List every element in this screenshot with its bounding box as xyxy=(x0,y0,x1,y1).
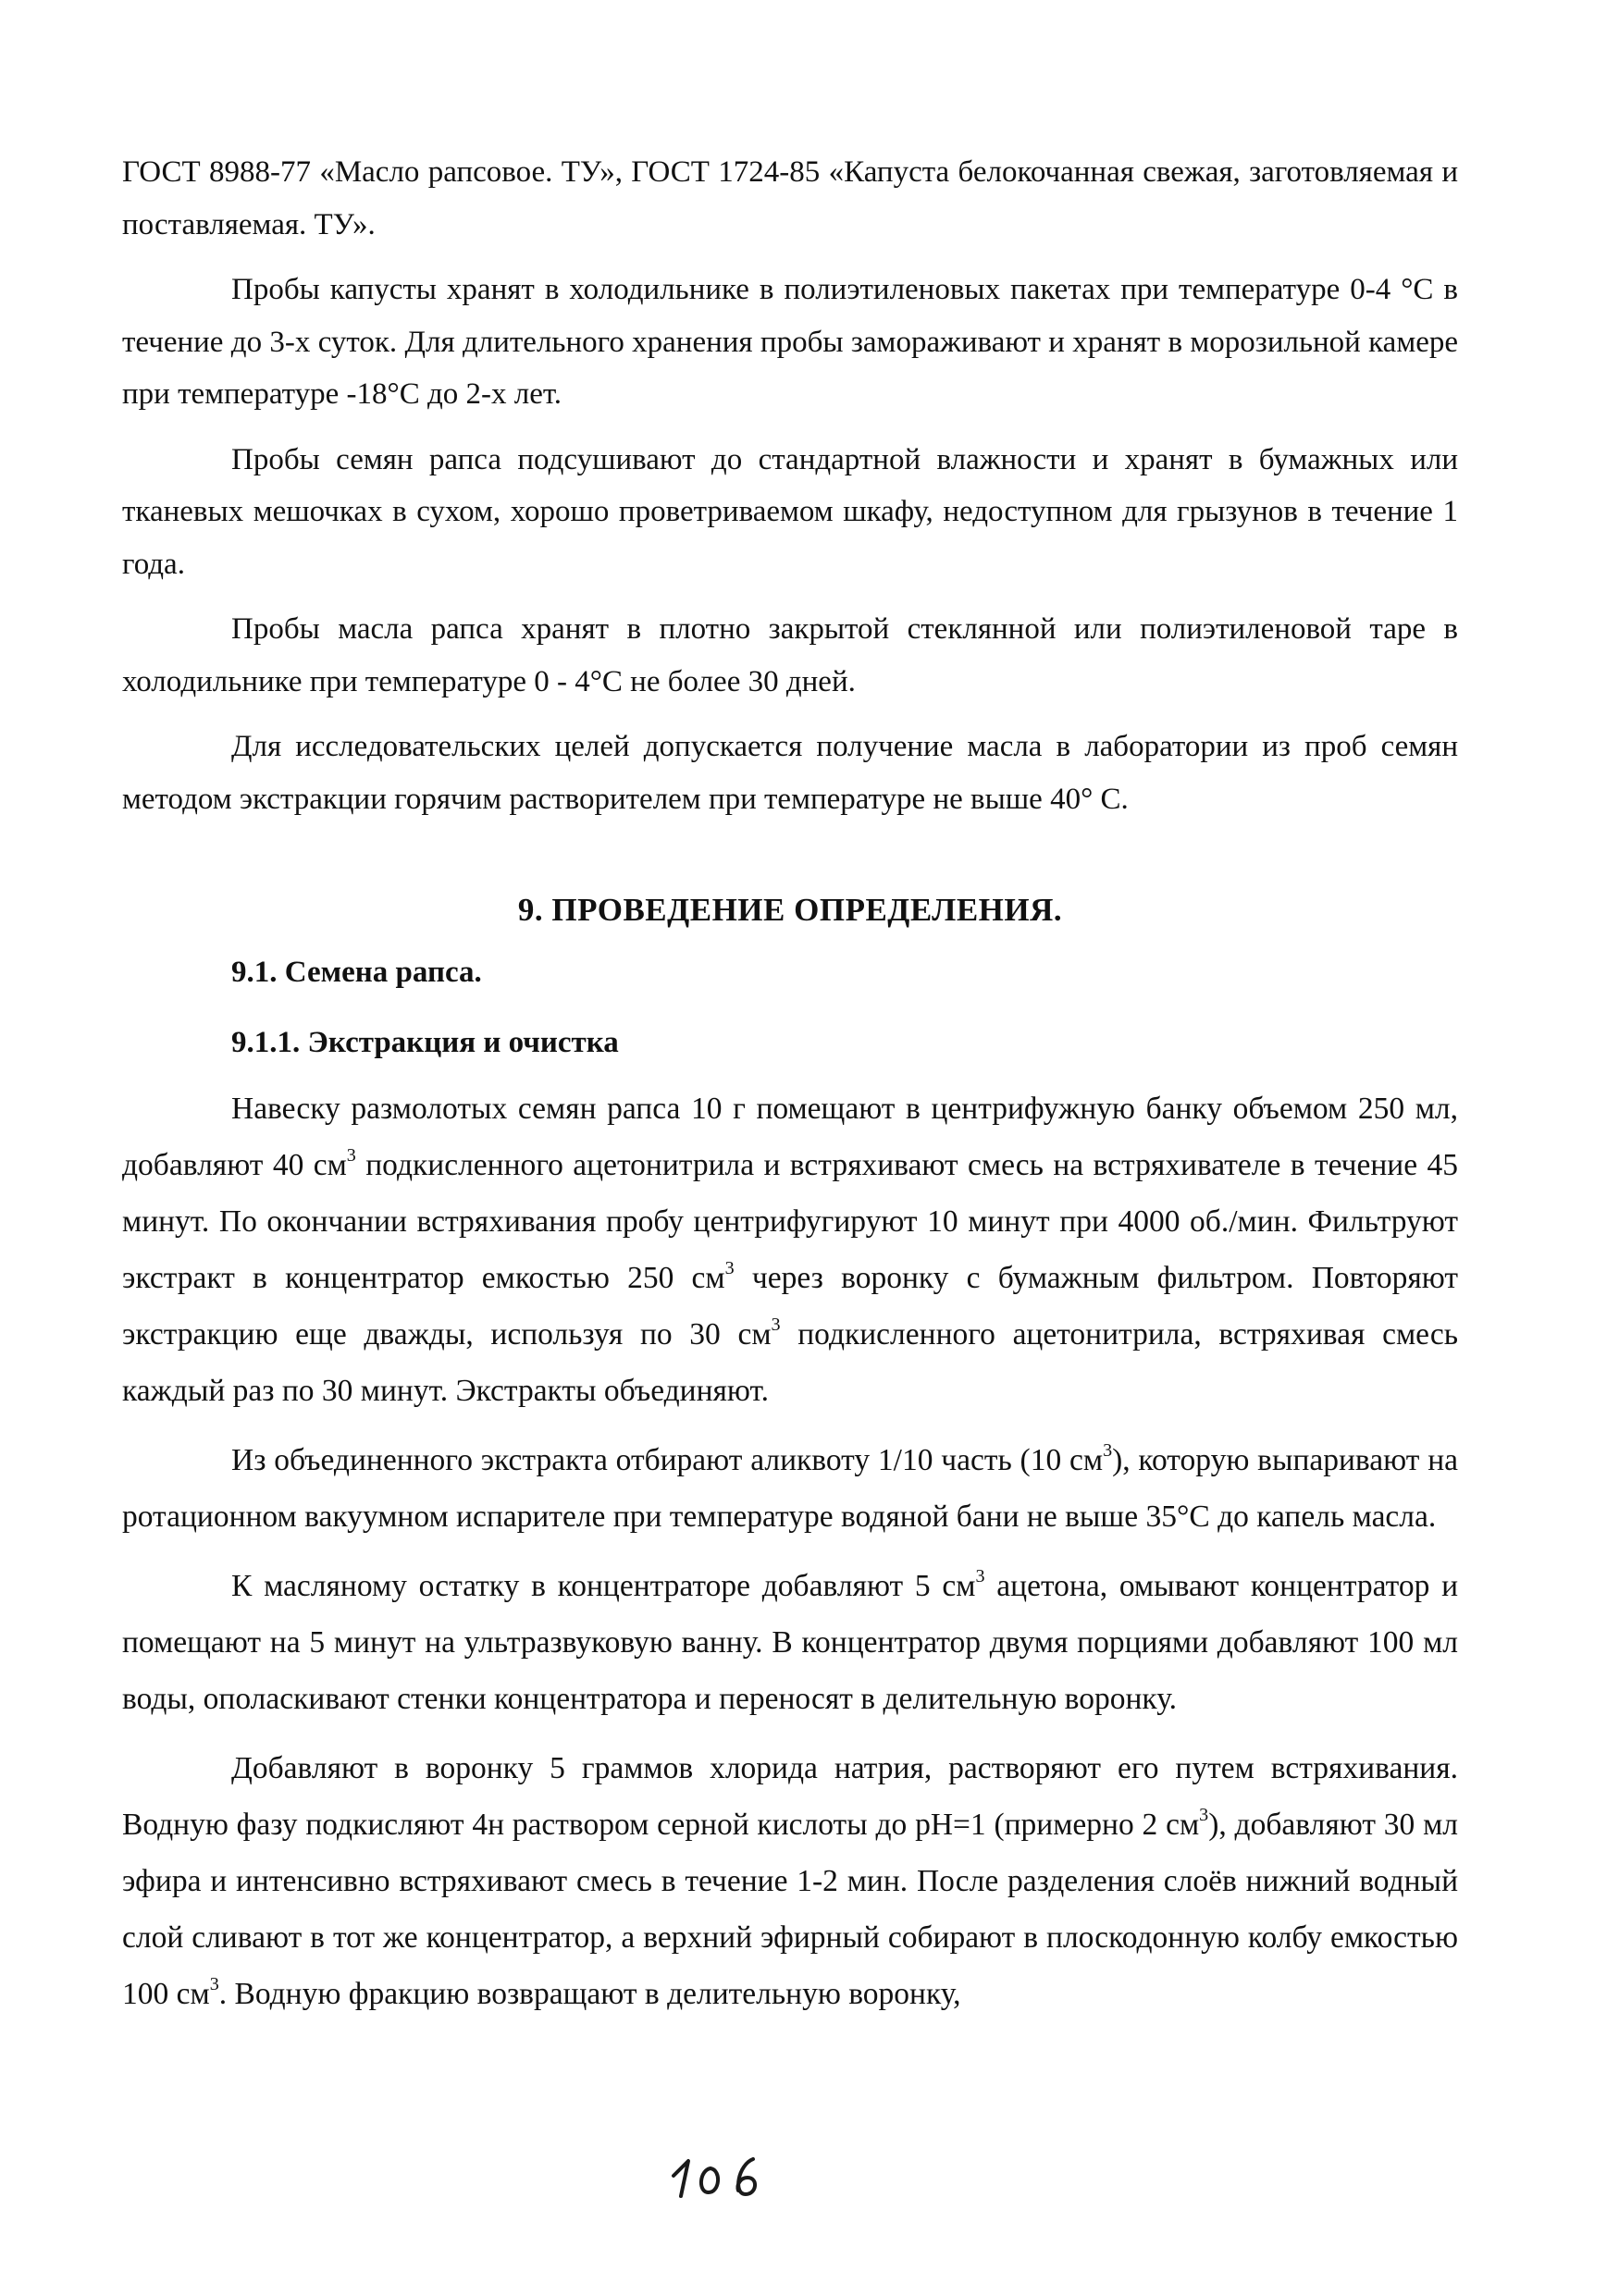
superscript: 3 xyxy=(1199,1804,1209,1825)
oil-storage-paragraph: Пробы масла рапса хранят в плотно закрытой стеклянной или полиэтиленовой таре в холодильнике при температуре 0 - 4°С не более 30 дней. xyxy=(122,612,1458,698)
subsubsection-heading: 9.1.1. Экстракция и очистка xyxy=(231,1026,619,1059)
separation-paragraph: Добавляют в воронку 5 граммов хлорида натрия, растворяют его путем встряхивания. Водную фазу подкисляют 4н раствором серной кислоты до рН=1 (примерно 2 $см^3$), добавляют 30 мл эфира и интенсивно встряхивают смесь в течение 1-2 мин. После разделения слоёв нижний водный слой сливают в тот же концентратор, а верхний эфирный собирают в плоскодонную колбу емкостью 100 $см^3$. Водную фракцию возвращают в делительную воронку, xyxy=(122,1750,1458,2011)
superscript: 3 xyxy=(975,1565,985,1586)
superscript: 3 xyxy=(771,1314,781,1335)
procedure-text xyxy=(122,1080,1458,2022)
section-heading: 9. ПРОВЕДЕНИЕ ОПРЕДЕЛЕНИЯ. xyxy=(517,892,1063,928)
subsection-heading: 9.1. Семена рапса. xyxy=(231,955,482,989)
rapeseed-storage-paragraph: Пробы семян рапса подсушивают до стандартной влажности и хранят в бумажных или тканевых мешочках в сухом, хорошо проветриваемом шкафу, недоступном для грызунов в течение 1 года. xyxy=(122,442,1458,581)
handwritten-page-number xyxy=(668,2148,779,2203)
superscript: 3 xyxy=(724,1257,735,1278)
superscript: 3 xyxy=(1103,1439,1113,1461)
research-extraction-paragraph: Для исследовательских целей допускается получение масла в лаборатории из проб семян методом экстракции горячим растворителем при температуре не выше 40° С. xyxy=(122,730,1458,816)
superscript: 3 xyxy=(346,1144,356,1166)
standards-reference-paragraph: ГОСТ 8988-77 «Масло рапсовое. ТУ», ГОСТ 1724-85 «Капуста белокочанная свежая, заготовляемая и поставляемая. ТУ». xyxy=(122,155,1458,241)
cabbage-storage-paragraph: Пробы капусты хранят в холодильнике в полиэтиленовых пакетах при температуре 0-4 °С в течение до 3-х суток. Для длительного хранения пробы замораживают и хранят в морозильной камере при температуре -18°С до 2-х лет. xyxy=(122,273,1458,411)
oil-residue-paragraph: К масляному остатку в концентраторе добавляют 5 $см^3$ ацетона, омывают концентратор и помещают на 5 минут на ультразвуковую ванну. В концентратор двумя порциями добавляют 100 мл воды, ополаскивают стенки концентратора и переносят в делительную воронку. xyxy=(122,1565,1459,1716)
superscript: 3 xyxy=(209,1973,219,1994)
weighing-extraction-paragraph: Навеску размолотых семян рапса 10 г помещают в центрифужную банку объемом 250 мл, добавляют 40 $см^3$ подкисленного ацетонитрила и встряхивают смесь на встряхивателе в течение 45 минут. По окончании встряхивания пробу центрифугируют 10 минут при 4000 об./мин. Фильтруют экстракт в концентратор емкостью 250 $см^3$ через воронку с бумажным фильтром. Повторяют экстракцию еще дважды, используя по 30 $см^3$ подкисленного ацетонитрила, встряхивая смесь каждый раз по 30 минут. Экстракты объединяют. xyxy=(122,1091,1458,1408)
aliquot-paragraph: Из объединенного экстракта отбирают аликвоту 1/10 часть (10 $см^3$), которую выпаривают на ротационном вакуумном испарителе при температуре водяной бани не выше 35°С до капель масла. xyxy=(122,1439,1458,1534)
document-body xyxy=(122,146,1458,2022)
